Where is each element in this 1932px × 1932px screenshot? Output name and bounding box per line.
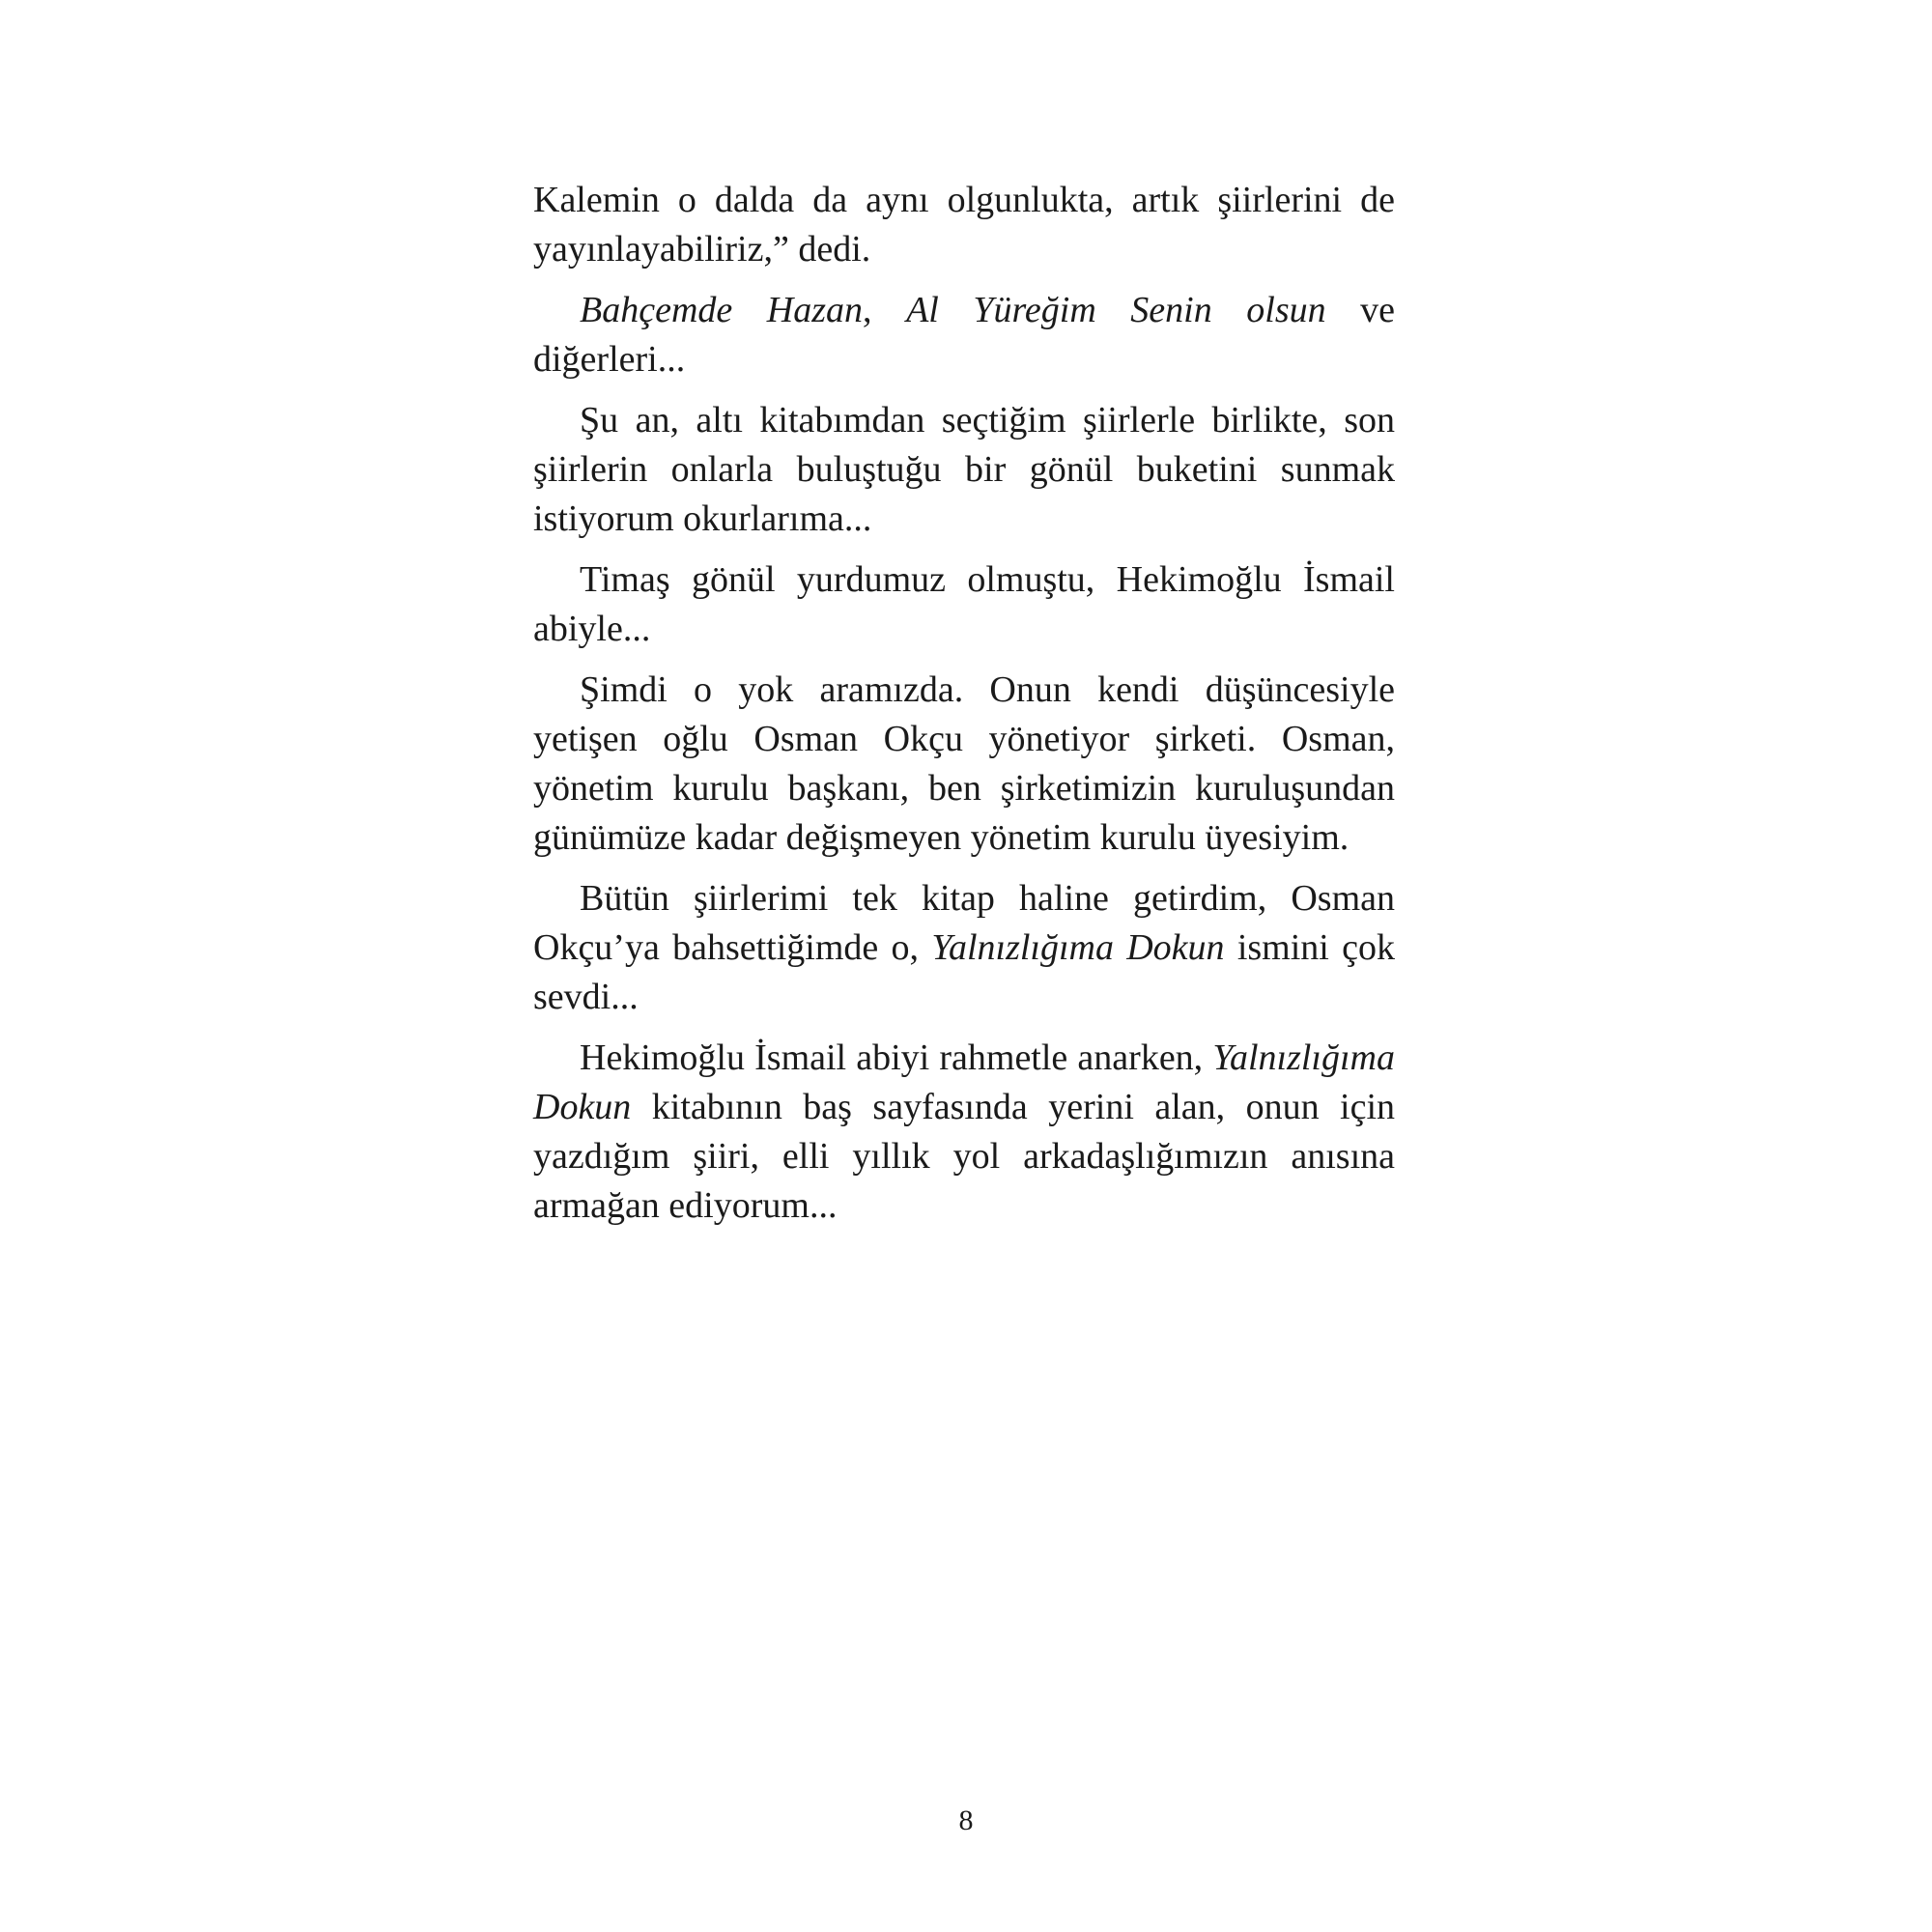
body-text [533, 176, 1395, 1242]
paragraph-5 [533, 666, 1395, 863]
paragraph-1-text: Kalemin o dalda da aynı olgunlukta, artık şiirlerini de yayınlayabiliriz,” dedi. [533, 180, 1395, 270]
book-title-yalnizligima-dokun: Yalnızlığıma Dokun [931, 927, 1225, 968]
paragraph-4 [533, 555, 1395, 654]
paragraph-1 [533, 176, 1395, 274]
title-separator: , [863, 290, 907, 330]
page-number: 8 [958, 1804, 974, 1836]
book-title-bahcemde-hazan: Bahçemde Hazan [580, 290, 864, 330]
book-title-al-yuregim: Al Yüreğim Senin olsun [906, 290, 1326, 330]
paragraph-6 [533, 874, 1395, 1022]
paragraph-7-before: Hekimoğlu İsmail abiyi rahmetle anarken, [580, 1037, 1213, 1078]
paragraph-5-text: Şimdi o yok aramızda. Onun kendi düşüncesiyle yetişen oğlu Osman Okçu yönetiyor şirketi. Osman, yönetim kurulu başkanı, ben şirketimizin kuruluşundan günümüze kadar değişmeyen yönetim kurulu üyesiyim. [533, 669, 1395, 858]
book-title-yalnizligima-dokun-2: Yalnızlığıma Dokun [533, 1037, 1395, 1127]
paragraph-7-after: kitabının baş sayfasında yerini alan, onun için yazdığım şiiri, elli yıllık yol arkadaşlığımızın anısına armağan ediyorum... [533, 1087, 1395, 1226]
paragraph-2-rest: ve diğerleri... [533, 290, 1396, 380]
paragraph-7 [533, 1034, 1395, 1231]
paragraph-4-text: Timaş gönül yurdumuz olmuştu, Hekimoğlu İsmail abiyle... [533, 559, 1395, 649]
paragraph-6-before: Bütün şiirlerimi tek kitap haline getirdim, Osman Okçu’ya bahsettiğimde o, [533, 878, 1395, 968]
paragraph-3-text: Şu an, altı kitabımdan seçtiğim şiirlerle birlikte, son şiirlerin onlarla buluştuğu bir gönül buketini sunmak istiyorum okurlarıma... [533, 400, 1395, 539]
paragraph-2 [533, 286, 1395, 384]
paragraph-6-after: ismini çok sevdi... [533, 927, 1395, 1017]
paragraph-3 [533, 396, 1395, 544]
